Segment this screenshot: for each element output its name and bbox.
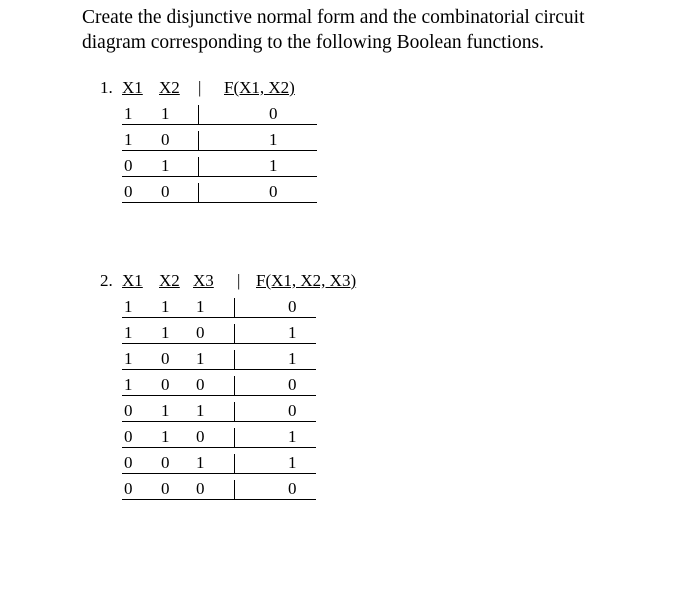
header-separator: | — [237, 271, 241, 290]
cell-x2: 0 — [161, 375, 170, 394]
header-output: F(X1, X2, X3) — [256, 271, 357, 290]
question-text — [82, 5, 642, 55]
cell-output: 1 — [269, 156, 278, 175]
column-divider — [234, 480, 235, 499]
cell-x2: 0 — [161, 479, 170, 498]
row-underline — [122, 395, 316, 396]
row-underline — [122, 317, 316, 318]
question-line-1: Create the disjunctive normal form and the combinatorial circuit — [82, 7, 585, 28]
cell-output: 0 — [288, 479, 297, 498]
cell-x1: 0 — [124, 182, 133, 201]
column-divider — [234, 350, 235, 369]
cell-output: 0 — [288, 401, 297, 420]
cell-output: 0 — [288, 297, 297, 316]
row-underline — [122, 202, 317, 203]
cell-x3: 1 — [196, 349, 205, 368]
cell-x2: 0 — [161, 349, 170, 368]
cell-x1: 1 — [124, 130, 133, 149]
row-underline — [122, 150, 317, 151]
column-divider — [198, 105, 199, 124]
column-divider — [234, 376, 235, 395]
row-underline — [122, 421, 316, 422]
cell-output: 1 — [288, 453, 297, 472]
row-underline — [122, 499, 316, 500]
header-x1: X1 — [122, 78, 143, 97]
cell-x1: 1 — [124, 349, 133, 368]
cell-output: 1 — [288, 349, 297, 368]
cell-x1: 1 — [124, 297, 133, 316]
header-x1: X1 — [122, 271, 143, 290]
header-x2: X2 — [159, 271, 180, 290]
cell-x3: 1 — [196, 297, 205, 316]
column-divider — [198, 131, 199, 150]
header-output: F(X1, X2) — [224, 78, 295, 97]
header-separator: | — [198, 78, 202, 97]
cell-x3: 1 — [196, 453, 205, 472]
cell-x3: 0 — [196, 479, 205, 498]
column-divider — [234, 454, 235, 473]
cell-output: 1 — [269, 130, 278, 149]
problem-number: 1. — [100, 78, 113, 97]
cell-x3: 0 — [196, 375, 205, 394]
column-divider — [234, 324, 235, 343]
cell-x1: 0 — [124, 453, 133, 472]
cell-output: 1 — [288, 323, 297, 342]
header-x2: X2 — [159, 78, 180, 97]
cell-x3: 0 — [196, 427, 205, 446]
cell-x1: 0 — [124, 156, 133, 175]
cell-x1: 1 — [124, 104, 133, 123]
cell-x2: 1 — [161, 427, 170, 446]
row-underline — [122, 369, 316, 370]
row-underline — [122, 473, 316, 474]
cell-x1: 0 — [124, 427, 133, 446]
cell-x2: 1 — [161, 401, 170, 420]
cell-x1: 1 — [124, 375, 133, 394]
row-underline — [122, 176, 317, 177]
cell-x2: 1 — [161, 297, 170, 316]
row-underline — [122, 343, 316, 344]
cell-x1: 0 — [124, 479, 133, 498]
cell-output: 1 — [288, 427, 297, 446]
cell-output: 0 — [269, 182, 278, 201]
cell-x2: 1 — [161, 104, 170, 123]
cell-x1: 0 — [124, 401, 133, 420]
cell-x2: 1 — [161, 323, 170, 342]
row-underline — [122, 124, 317, 125]
column-divider — [234, 298, 235, 317]
column-divider — [234, 428, 235, 447]
cell-x2: 0 — [161, 130, 170, 149]
cell-x1: 1 — [124, 323, 133, 342]
question-line-2: diagram corresponding to the following Boolean functions. — [82, 32, 544, 53]
column-divider — [198, 183, 199, 202]
cell-x3: 1 — [196, 401, 205, 420]
column-divider — [234, 402, 235, 421]
cell-x2: 0 — [161, 453, 170, 472]
problem-number: 2. — [100, 271, 113, 290]
cell-x2: 0 — [161, 182, 170, 201]
column-divider — [198, 157, 199, 176]
header-x3: X3 — [193, 271, 214, 290]
cell-output: 0 — [269, 104, 278, 123]
cell-output: 0 — [288, 375, 297, 394]
cell-x2: 1 — [161, 156, 170, 175]
cell-x3: 0 — [196, 323, 205, 342]
row-underline — [122, 447, 316, 448]
